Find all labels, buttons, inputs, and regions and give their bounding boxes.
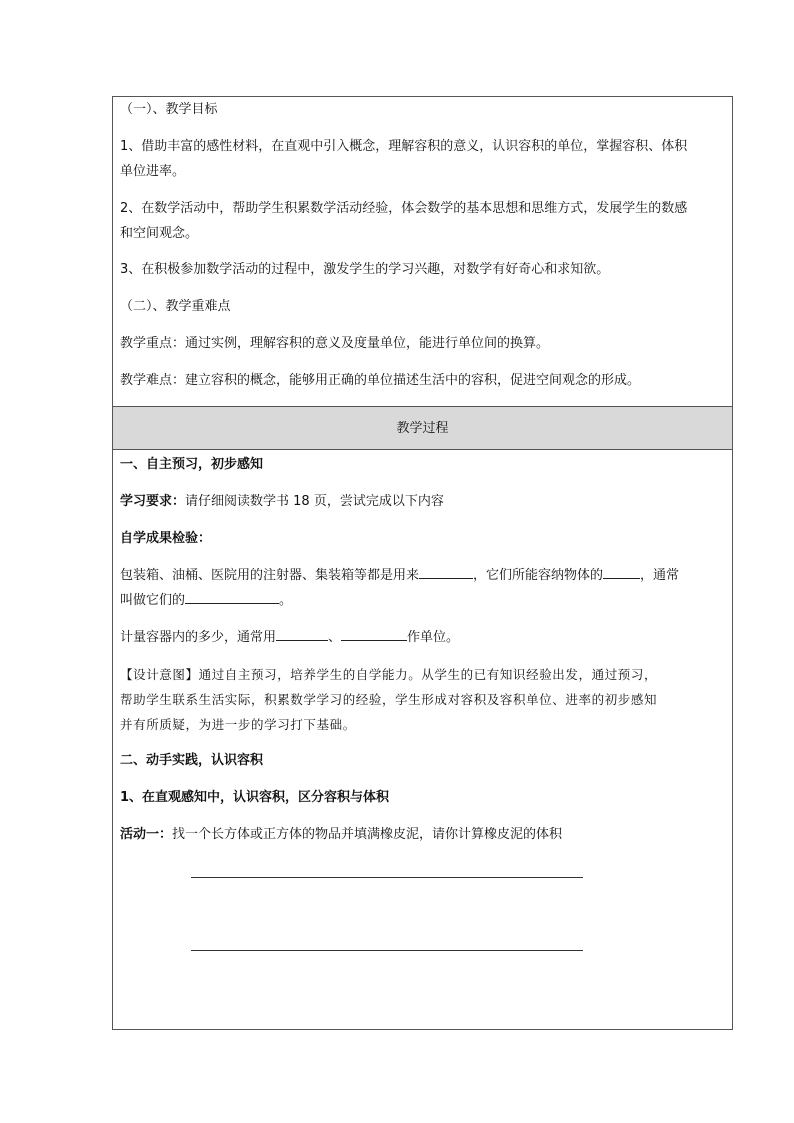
lesson-plan-table [112,96,733,1030]
goal-2-line-1: 2、在数学活动中，帮助学生积累数学活动经验，体会数学的基本思想和思维方式，发展学生的数感 [120,201,688,216]
goal-2-line-2: 和空间观念。 [120,226,199,241]
process-cell [113,450,732,1029]
fill-blank-unit-2[interactable] [341,626,407,641]
fill1-text-a: 包装箱、油桶、医院用的注射器、集装箱等都是用来 [120,568,420,583]
teaching-difficulty: 教学难点：建立容积的概念，能够用正确的单位描述生活中的容积，促进空间观念的形成。 [120,373,641,388]
design-intent-line-1: 【设计意图】通过自主预习，培养学生的自学能力。从学生的已有知识经验出发，通过预习， [120,667,658,682]
activity-1-label: 活动一： [120,827,173,842]
fill2-text-a: 计量容器内的多少，通常用 [120,630,277,645]
key-points-heading: （二）、教学重难点 [120,299,231,314]
fill-blank-amount[interactable] [603,564,640,579]
answer-line-2[interactable] [191,950,583,951]
section-2-title: 二、动手实践，认识容积 [120,753,264,768]
subsection-1-title: 1、在直观感知中，认识容积，区分容积与体积 [120,790,390,805]
fill-blank-1-line-2 [120,588,724,613]
fill1-text-d: 叫做它们的 [120,593,186,608]
fill1-text-b: ，它们所能容纳物体的 [473,568,604,583]
goal-3: 3、在积极参加数学活动的过程中，激发学生的学习兴趣，对数学有好奇心和求知欲。 [120,262,610,277]
fill-blank-unit-1[interactable] [276,626,328,641]
section-1-title: 一、自主预习，初步感知 [120,457,264,472]
goal-1-line-2: 单位进率。 [120,164,186,179]
fill1-text-c: ，通常 [640,568,680,583]
design-intent-line-2: 帮助学生联系生活实际，积累数学学习的经验，学生形成对容积及容积单位、进率的初步感知 [120,692,658,707]
teaching-focus: 教学重点：通过实例，理解容积的意义及度量单位，能进行单位间的换算。 [120,336,550,351]
activity-1-text: 找一个长方体或正方体的物品并填满橡皮泥，请你计算橡皮泥的体积 [172,827,563,842]
fill2-text-b: 、 [328,630,342,645]
fill2-text-c: 作单位。 [407,630,460,645]
fill-blank-2 [120,625,724,650]
process-header-label: 教学过程 [396,421,449,436]
goals-heading: （一）、教学目标 [120,102,218,117]
goals-cell [113,97,732,407]
design-intent-line-3: 并有所质疑，为进一步的学习打下基础。 [120,717,356,732]
process-header [113,407,732,450]
fill-blank-term[interactable] [185,589,279,604]
activity-1 [120,822,724,847]
fill1-text-e: 。 [279,593,293,608]
requirement-text: 请仔细阅读数学书 18 页，尝试完成以下内容 [185,494,444,509]
goal-1-line-1: 1、借助丰富的感性材料，在直观中引入概念，理解容积的意义，认识容积的单位，掌握容积、体积 [120,139,688,154]
fill-blank-1-line-1 [120,563,724,588]
study-requirement [120,489,724,514]
fill-blank-purpose[interactable] [419,564,473,579]
requirement-label: 学习要求： [120,494,186,509]
answer-line-1[interactable] [191,877,583,878]
self-check-label: 自学成果检验： [120,531,212,546]
